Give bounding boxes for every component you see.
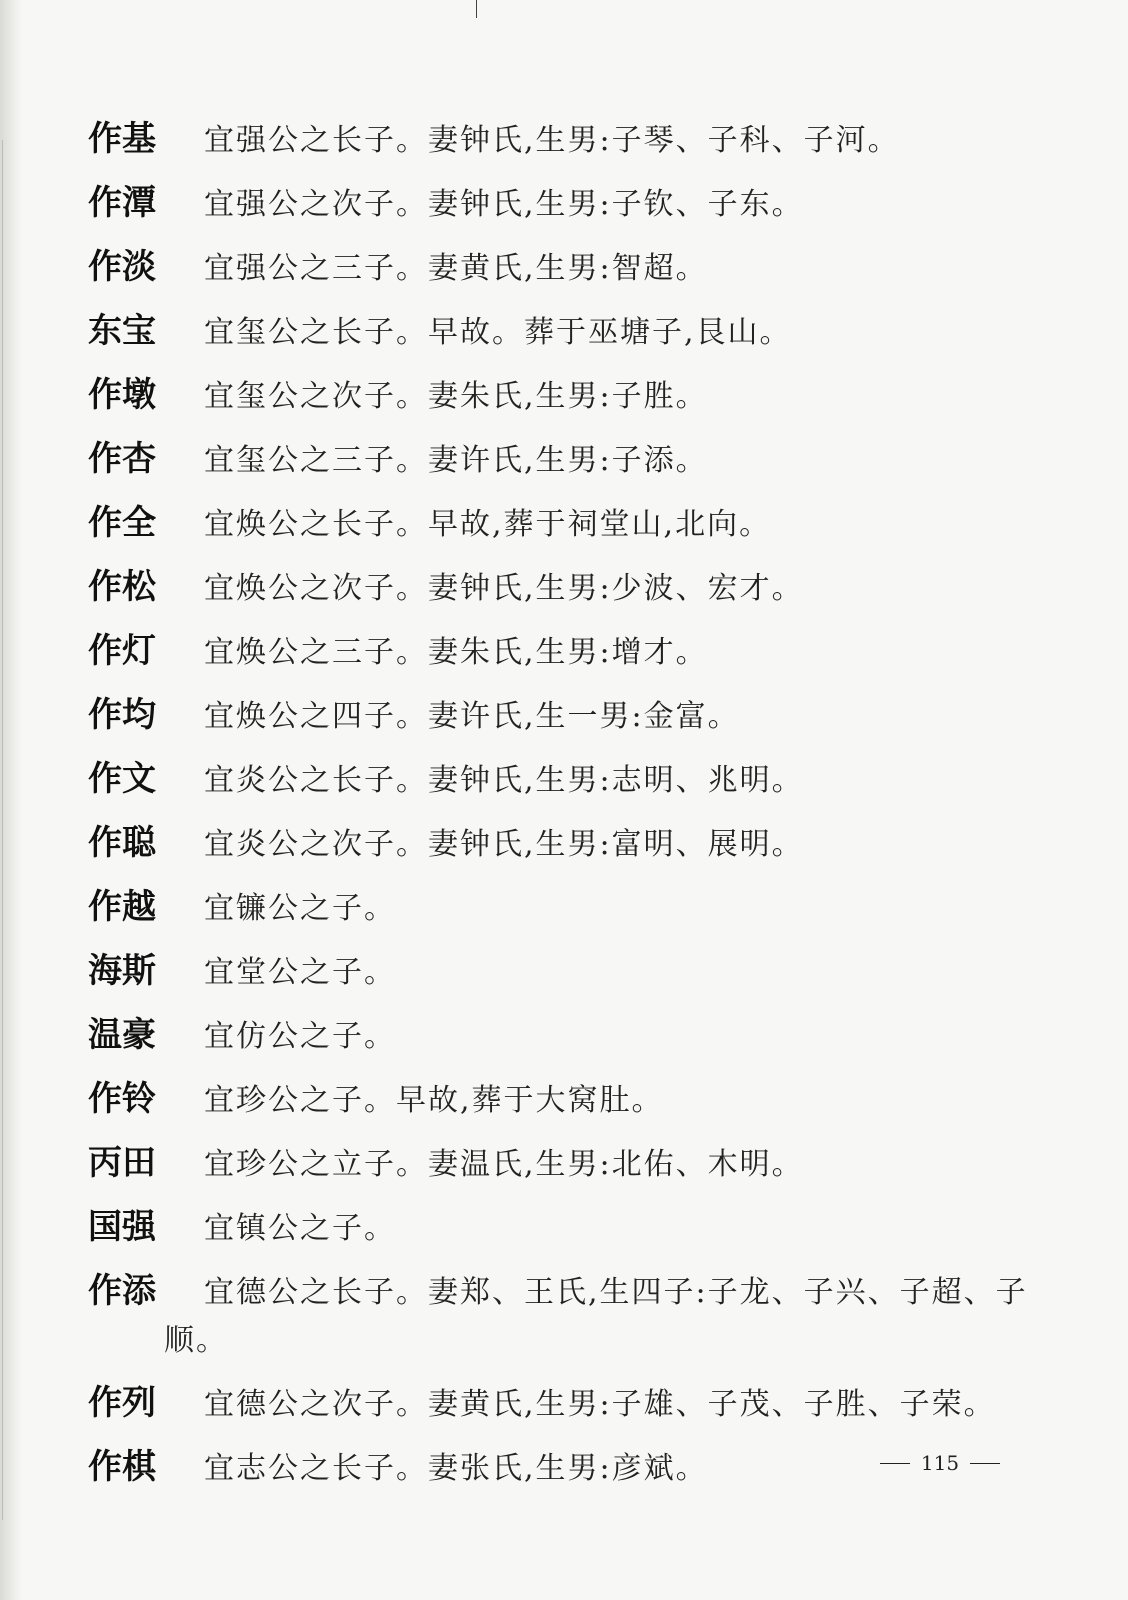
entry — [88, 1203, 1088, 1253]
entry-name: 温豪 — [88, 1015, 156, 1055]
entry-name: 作均 — [88, 695, 156, 735]
top-mark — [476, 0, 477, 18]
entry-desc: 宜德公之次子。妻黄氏,生男:子雄、子茂、子胜、子荣。 — [204, 1387, 996, 1422]
scan-edge — [0, 0, 22, 1600]
entry-name: 作聪 — [88, 823, 156, 863]
entry — [88, 243, 1088, 293]
entry-desc: 宜志公之长子。妻张氏,生男:彦斌。 — [204, 1451, 708, 1486]
entry-name: 东宝 — [88, 311, 156, 351]
entry-desc: 宜炎公之次子。妻钟氏,生男:富明、展明。 — [204, 827, 804, 862]
entry-name: 作铃 — [88, 1079, 156, 1119]
entry-desc: 宜镰公之子。 — [204, 891, 396, 926]
genealogy-page — [88, 115, 1088, 1507]
entry-name: 作杏 — [88, 439, 156, 479]
entry-name: 作棋 — [88, 1447, 156, 1487]
entry-desc: 宜玺公之三子。妻许氏,生男:子添。 — [204, 443, 708, 478]
entry-name: 作越 — [88, 887, 156, 927]
entry-name: 国强 — [88, 1207, 156, 1247]
entry-name: 作全 — [88, 503, 156, 543]
entry-desc: 宜强公之次子。妻钟氏,生男:子钦、子东。 — [204, 187, 804, 222]
entry — [88, 435, 1088, 485]
entry-name: 作淡 — [88, 247, 156, 287]
entry-desc: 宜焕公之三子。妻朱氏,生男:增才。 — [204, 635, 708, 670]
entry-desc: 宜炎公之长子。妻钟氏,生男:志明、兆明。 — [204, 763, 804, 798]
scan-edge-line — [2, 140, 3, 1520]
entry — [88, 1379, 1088, 1429]
entry-name: 丙田 — [88, 1143, 156, 1183]
entry-desc: 宜焕公之长子。早故,葬于祠堂山,北向。 — [204, 507, 772, 542]
entry-name: 作潭 — [88, 183, 156, 223]
entry-name: 作松 — [88, 567, 156, 607]
entry — [88, 563, 1088, 613]
entry — [88, 627, 1088, 677]
entry — [88, 1075, 1088, 1125]
entry — [88, 691, 1088, 741]
page-number: 115 — [920, 1451, 960, 1475]
footer-dash-right — [970, 1463, 1000, 1464]
entry — [88, 499, 1088, 549]
entry — [88, 883, 1088, 933]
entry-name: 作列 — [88, 1383, 156, 1423]
entry-desc: 宜强公之长子。妻钟氏,生男:子琴、子科、子河。 — [204, 123, 900, 158]
entry-desc: 宜焕公之四子。妻许氏,生一男:金富。 — [204, 699, 740, 734]
entry — [88, 1267, 1088, 1365]
entry-name: 海斯 — [88, 951, 156, 991]
entry — [88, 371, 1088, 421]
entry-name: 作添 — [88, 1271, 156, 1311]
entry — [88, 1139, 1088, 1189]
page-footer — [880, 1448, 1000, 1478]
entry-desc: 宜玺公之长子。早故。葬于巫塘子,艮山。 — [204, 315, 792, 350]
entry-desc: 宜焕公之次子。妻钟氏,生男:少波、宏才。 — [204, 571, 804, 606]
entry-desc: 宜堂公之子。 — [204, 955, 396, 990]
footer-dash-left — [880, 1463, 910, 1464]
entry-name: 作灯 — [88, 631, 156, 671]
entry-desc: 宜镇公之子。 — [204, 1211, 396, 1246]
entry-desc: 宜德公之长子。妻郑、王氏,生四子:子龙、子兴、子超、子顺。 — [164, 1275, 1028, 1358]
entry-desc: 宜珍公之立子。妻温氏,生男:北佑、木明。 — [204, 1147, 804, 1182]
entry-desc: 宜珍公之子。早故,葬于大窝肚。 — [204, 1083, 664, 1118]
entry-name: 作墩 — [88, 375, 156, 415]
entry — [88, 819, 1088, 869]
entry — [88, 755, 1088, 805]
entry — [88, 947, 1088, 997]
entry-name: 作基 — [88, 119, 156, 159]
entry — [88, 307, 1088, 357]
entry-name: 作文 — [88, 759, 156, 799]
entry-desc: 宜玺公之次子。妻朱氏,生男:子胜。 — [204, 379, 708, 414]
entry — [88, 1011, 1088, 1061]
entry-desc: 宜仿公之子。 — [204, 1019, 396, 1054]
entry — [88, 115, 1088, 165]
entry — [88, 179, 1088, 229]
entry-desc: 宜强公之三子。妻黄氏,生男:智超。 — [204, 251, 708, 286]
